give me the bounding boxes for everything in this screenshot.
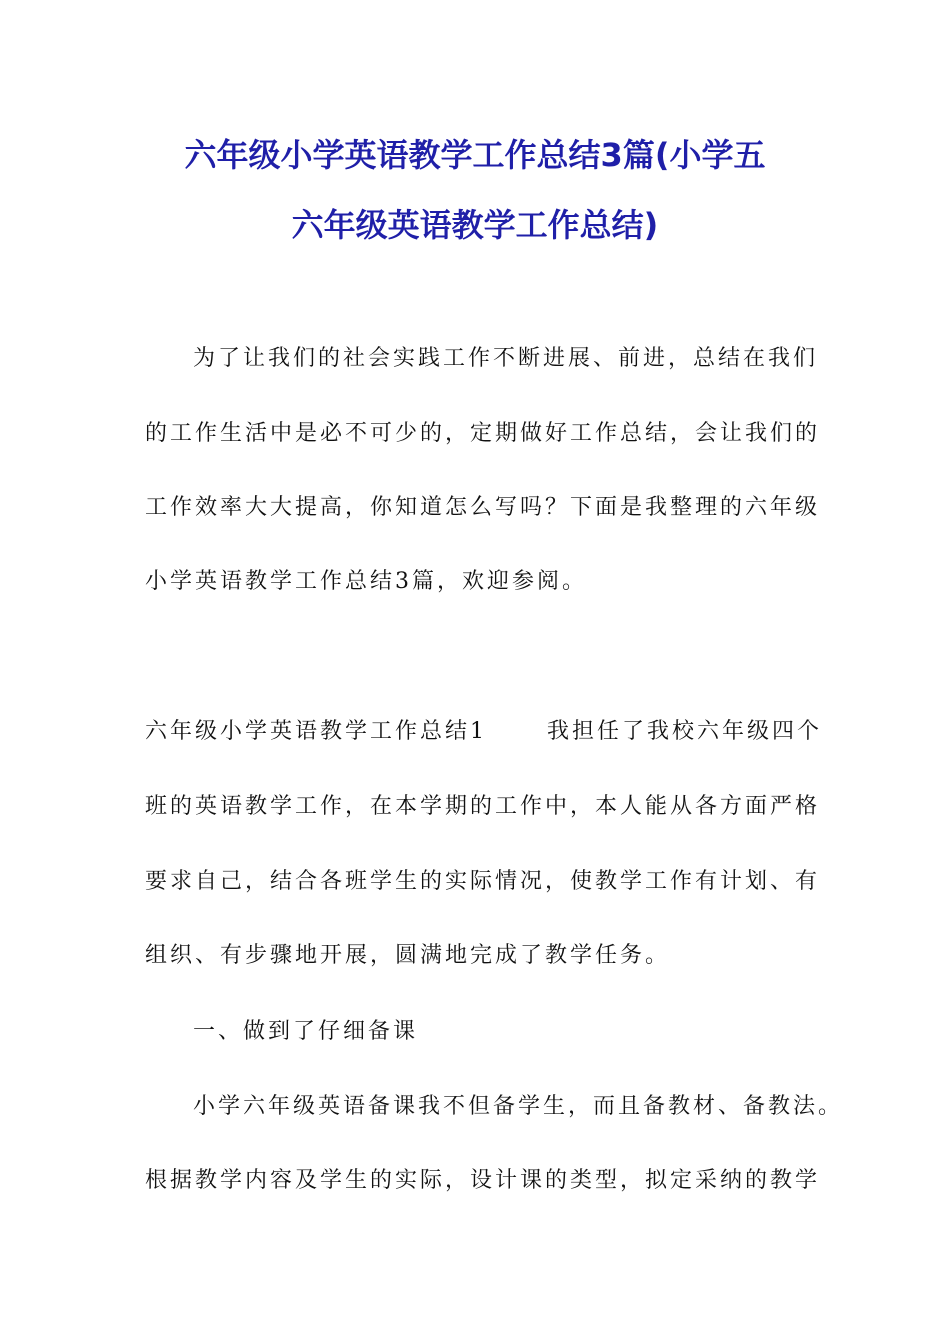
section-line: 班的英语教学工作，在本学期的工作中，本人能从各方面严格 <box>145 794 821 819</box>
paragraph-line: 根据教学内容及学生的实际，设计课的类型，拟定采纳的教学 <box>145 1168 821 1193</box>
intro-line: 小学英语教学工作总结3篇，欢迎参阅。 <box>145 569 587 594</box>
intro-line: 工作效率大大提高，你知道怎么写吗？下面是我整理的六年级 <box>145 495 821 520</box>
intro-line: 的工作生活中是必不可少的，定期做好工作总结，会让我们的 <box>145 421 821 446</box>
section-line: 要求自己，结合各班学生的实际情况，使教学工作有计划、有 <box>145 869 821 894</box>
intro-line: 为了让我们的社会实践工作不断进展、前进，总结在我们 <box>193 346 819 371</box>
paragraph-line: 小学六年级英语备课我不但备学生，而且备教材、备教法。 <box>193 1094 844 1119</box>
section-heading: 一、做到了仔细备课 <box>193 1019 419 1044</box>
document-title-line-2: 六年级英语教学工作总结) <box>291 206 659 244</box>
section-line: 组织、有步骤地开展，圆满地完成了教学任务。 <box>145 943 671 968</box>
section-line: 六年级小学英语教学工作总结1 我担任了我校六年级四个 <box>145 719 822 744</box>
document-title-line-1: 六年级小学英语教学工作总结3篇(小学五 <box>184 136 766 174</box>
